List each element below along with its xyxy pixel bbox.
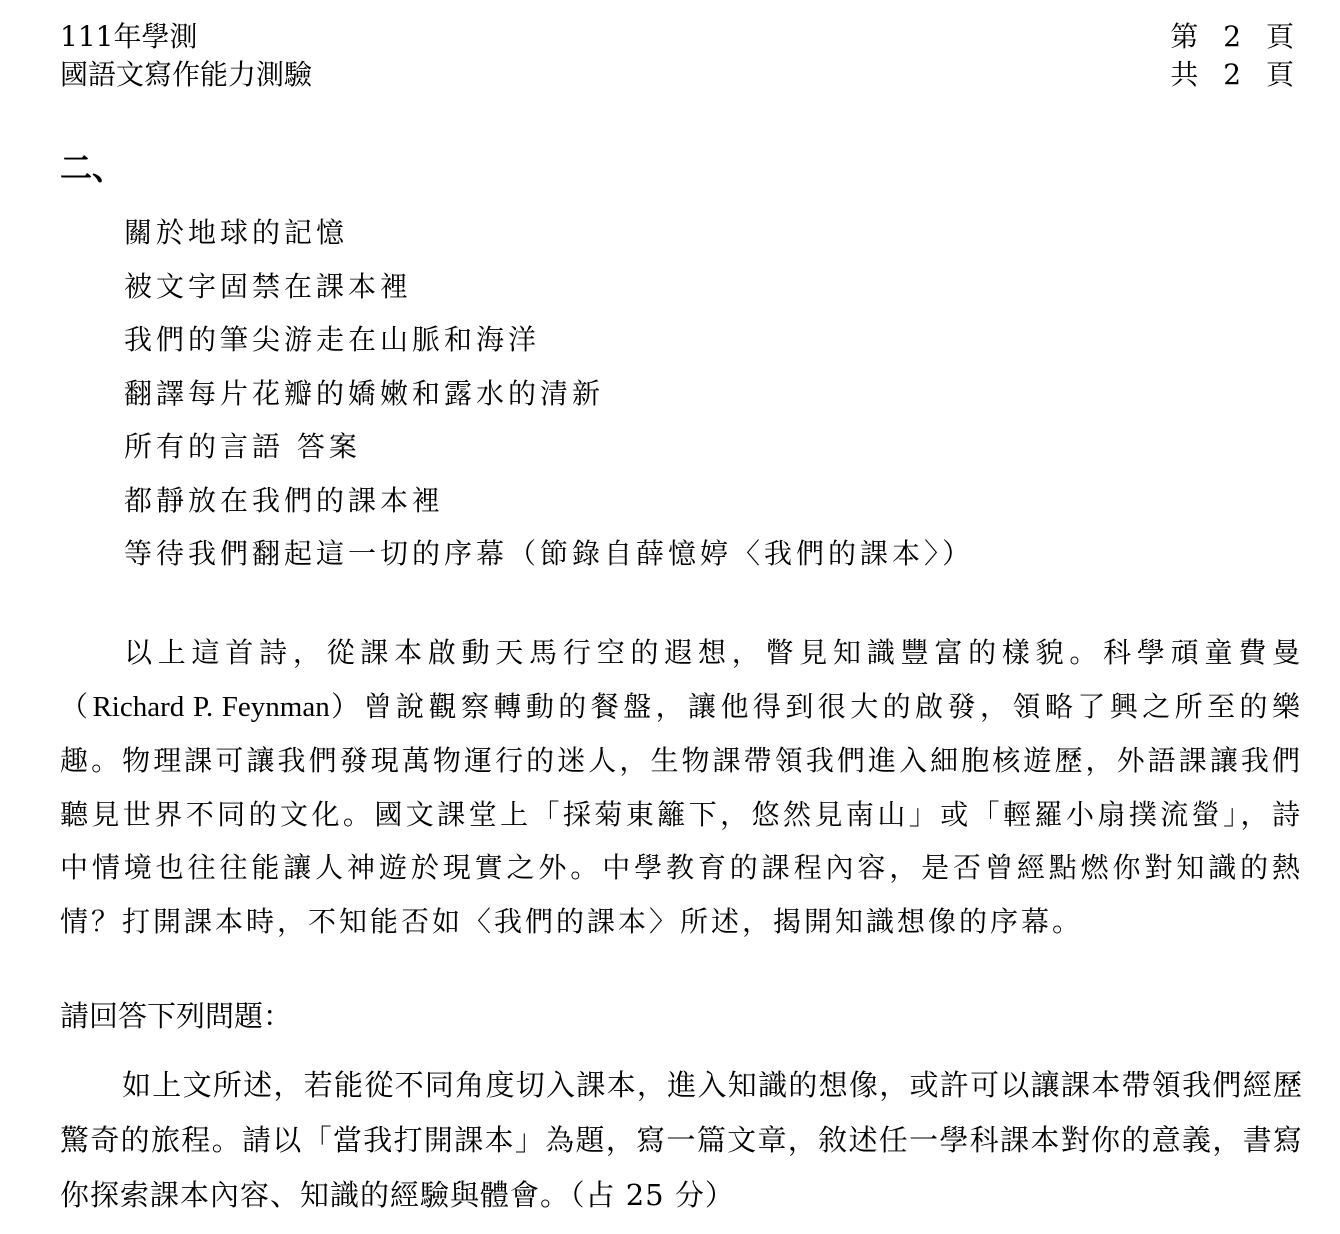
poem-excerpt xyxy=(124,206,974,581)
page-total: 共 2 頁 xyxy=(1170,58,1302,91)
section-number: 二、 xyxy=(60,149,125,187)
poem-line: 被文字固禁在課本裡 xyxy=(124,269,413,303)
poem-line: 所有的言語 答案 xyxy=(124,430,361,463)
poem-line: 關於地球的記憶 xyxy=(124,216,349,249)
poem-line: 我們的筆尖游走在山脈和海洋 xyxy=(124,323,541,356)
feynman-name: Richard P. Feynman xyxy=(92,690,330,723)
poem-line: 翻譯每片花瓣的嬌嫩和露水的清新 xyxy=(124,376,605,410)
exam-year: 111年學測 xyxy=(60,20,198,53)
poem-line: 都靜放在我們的課本裡 xyxy=(124,483,445,517)
reading-passage xyxy=(60,626,1303,948)
writing-question: 如上文所述，若能從不同角度切入課本，進入知識的想像，或許可以讓課本帶領我們經歷驚奇的旅程。請以「當我打開課本」為題，寫一篇文章，敘述任一學科課本對你的意義，書寫你探索課本內容、知識的經驗與體會。（占 25 分） xyxy=(60,1068,1303,1212)
page-current: 第 2 頁 xyxy=(1170,20,1302,53)
exam-header xyxy=(60,18,312,94)
page-indicator xyxy=(1170,18,1302,94)
prompt-label: 請回答下列問題： xyxy=(60,999,293,1033)
passage-text-part1: 以上這首詩，從課本啟動天馬行空的遐想，瞥見知識豐富的樣貌。科學頑童費曼（ xyxy=(60,636,1303,723)
poem-line: 等待我們翻起這一切的序幕（節錄自薛憶婷〈我們的課本〉） xyxy=(124,537,975,570)
passage-text-part2: ）曾說觀察轉動的餐盤，讓他得到很大的啟發，領略了興之所至的樂趣。物理課可讓我們發現萬物運行的迷人，生物課帶領我們進入細胞核遊歷，外語課讓我們聽見世界不同的文化。國文課堂上「採菊東籬下，悠然見南山」或「輕羅小扇撲流螢」，詩中情境也往往能讓人神遊於現實之外。中學教育的課程內容，是否曾經點燃你對知識的熱情？打開課本時，不知能否如〈我們的課本〉所述，揭開知識想像的序幕。 xyxy=(60,689,1303,938)
exam-subject: 國語文寫作能力測驗 xyxy=(60,58,313,91)
